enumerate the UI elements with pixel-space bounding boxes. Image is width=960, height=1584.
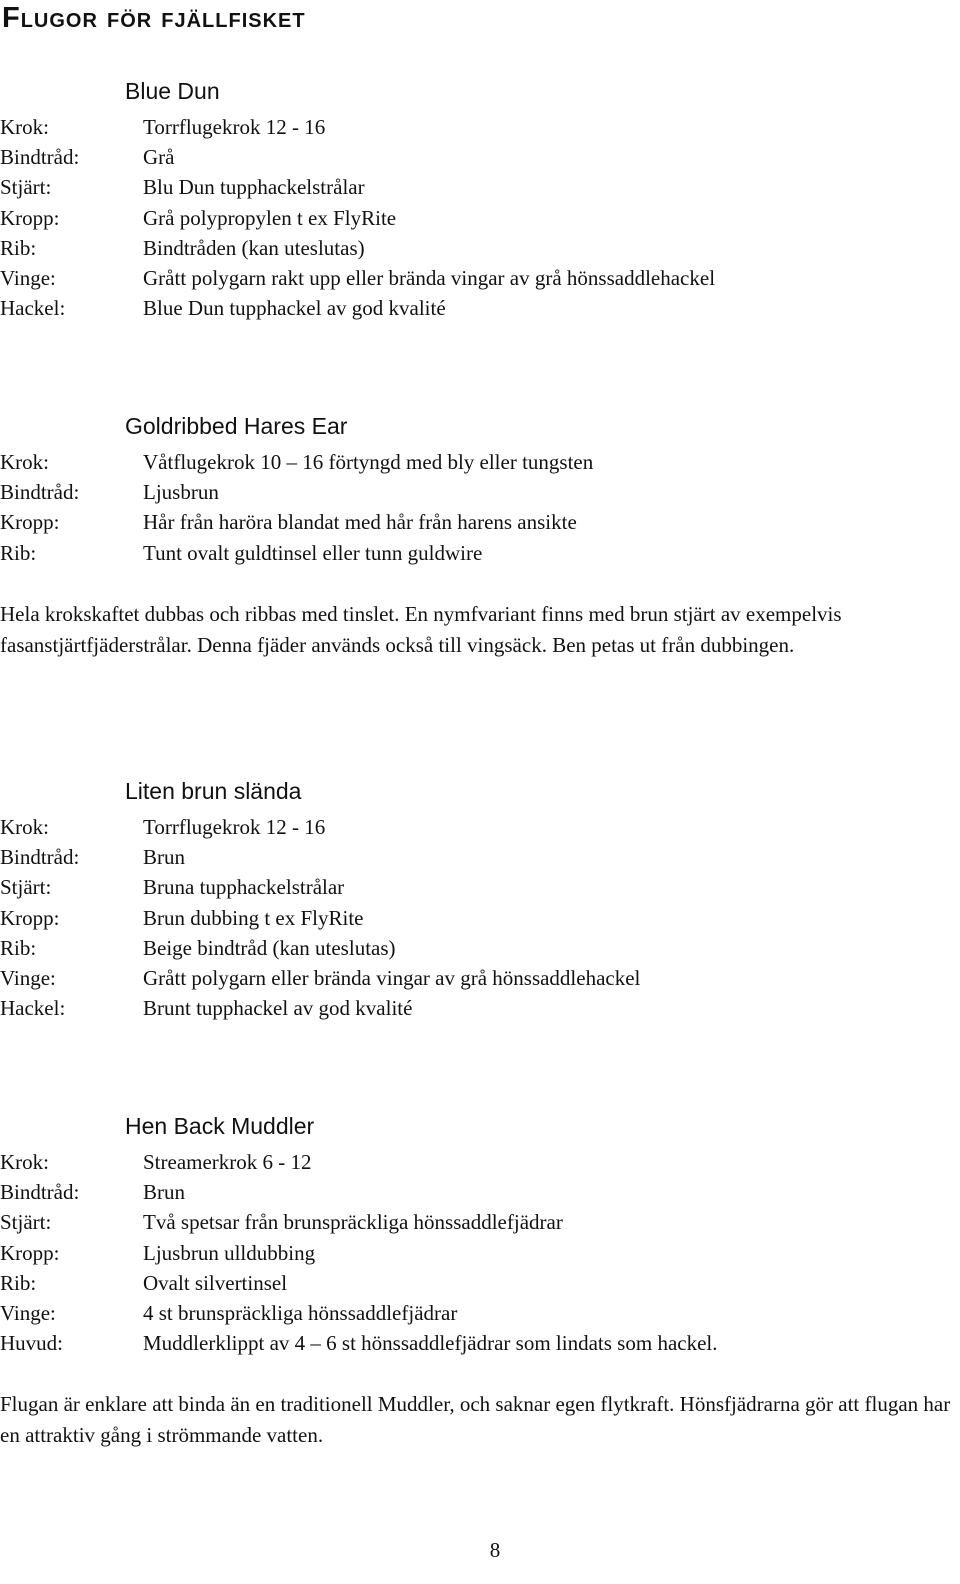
spec-label: Rib:: [0, 235, 37, 260]
spec-label: Kropp:: [0, 510, 60, 535]
spec-row: [0, 812, 960, 842]
spec-label: Stjärt:: [0, 875, 52, 900]
spec-label: Huvud:: [0, 1331, 63, 1356]
spec-row: [0, 1147, 960, 1177]
fly-name: Blue Dun: [125, 78, 220, 104]
spec-value: Grått polygarn rakt upp eller brända vingar av grå hönssaddlehackel: [143, 265, 716, 290]
spec-row: [0, 233, 960, 263]
spec-label: Rib:: [0, 540, 37, 565]
spec-row: [0, 1177, 960, 1207]
fly-note: Flugan är enklare att binda än en traditionell Muddler, och saknar egen flytkraft. Hönsfjädrarna gör att flugan har en attraktiv gång i strömmande vatten.: [0, 1392, 951, 1447]
spec-row: [0, 172, 960, 202]
spec-row: [0, 507, 960, 537]
fly-name: Liten brun slända: [125, 778, 302, 804]
spec-value: Våtflugekrok 10 – 16 förtyngd med bly eller tungsten: [143, 450, 594, 474]
spec-label: Bindtråd:: [0, 1180, 80, 1205]
spec-row: [0, 903, 960, 933]
spec-label: Krok:: [0, 115, 49, 139]
spec-label: Stjärt:: [0, 175, 52, 200]
spec-label: Vinge:: [0, 965, 56, 990]
spec-label: Vinge:: [0, 1300, 56, 1325]
fly-name: Goldribbed Hares Ear: [125, 413, 348, 439]
spec-label: Stjärt:: [0, 1210, 52, 1235]
spec-label: Krok:: [0, 815, 49, 839]
page-number: 8: [489, 1538, 501, 1562]
spec-row: [0, 963, 960, 993]
spec-row: [0, 933, 960, 963]
spec-value: Ljusbrun: [143, 480, 219, 505]
spec-value: Brun: [143, 1180, 185, 1205]
spec-row: [0, 993, 960, 1023]
spec-value: Blue Dun tupphackel av god kvalité: [143, 296, 446, 321]
spec-row: [0, 203, 960, 233]
spec-value: Blu Dun tupphackelstrålar: [143, 175, 365, 200]
spec-label: Rib:: [0, 1270, 37, 1295]
spec-value: Torrflugekrok 12 - 16: [143, 115, 326, 139]
spec-row: [0, 112, 960, 142]
spec-value: Tunt ovalt guldtinsel eller tunn guldwire: [143, 540, 483, 565]
spec-row: [0, 1207, 960, 1237]
spec-row: [0, 872, 960, 902]
spec-row: [0, 1298, 960, 1328]
spec-value: Grått polygarn eller brända vingar av grå hönssaddlehackel: [143, 965, 641, 990]
spec-label: Bindtråd:: [0, 145, 80, 170]
spec-label: Kropp:: [0, 905, 60, 930]
spec-label: Krok:: [0, 450, 49, 474]
spec-value: Ovalt silvertinsel: [143, 1270, 288, 1295]
spec-list: [0, 112, 960, 323]
spec-list: [0, 447, 960, 568]
spec-value: Brun: [143, 845, 185, 870]
spec-label: Vinge:: [0, 265, 56, 290]
spec-label: Bindtråd:: [0, 480, 80, 505]
spec-row: [0, 842, 960, 872]
spec-value: Brun dubbing t ex FlyRite: [143, 905, 364, 930]
fly-note: Hela krokskaftet dubbas och ribbas med tinslet. En nymfvariant finns med brun stjärt av exempelvis fasanstjärtfjäderstrålar. Denna fjäder används också till vingsäck. Ben petas ut från dubbingen.: [0, 602, 842, 657]
spec-value: Streamerkrok 6 - 12: [143, 1150, 312, 1174]
spec-row: [0, 293, 960, 323]
spec-value: Bindtråden (kan uteslutas): [143, 235, 365, 260]
spec-value: Hår från haröra blandat med hår från harens ansikte: [143, 510, 577, 535]
document-title: Flugor för fjällfisket: [2, 2, 306, 34]
spec-list: [0, 812, 960, 1023]
spec-row: [0, 1268, 960, 1298]
spec-value: Ljusbrun ulldubbing: [143, 1240, 316, 1265]
spec-value: Muddlerklippt av 4 – 6 st hönssaddlefjädrar som lindats som hackel.: [143, 1331, 718, 1356]
spec-row: [0, 263, 960, 293]
spec-value: 4 st brunspräckliga hönssaddlefjädrar: [143, 1300, 458, 1325]
spec-value: Bruna tupphackelstrålar: [143, 875, 345, 900]
spec-label: Hackel:: [0, 996, 66, 1021]
spec-value: Grå polypropylen t ex FlyRite: [143, 205, 397, 230]
spec-row: [0, 447, 960, 477]
spec-row: [0, 538, 960, 568]
spec-label: Hackel:: [0, 296, 66, 321]
spec-value: Brunt tupphackel av god kvalité: [143, 996, 413, 1021]
spec-row: [0, 142, 960, 172]
spec-label: Krok:: [0, 1150, 49, 1174]
spec-label: Kropp:: [0, 1240, 60, 1265]
spec-label: Bindtråd:: [0, 845, 80, 870]
spec-value: Två spetsar från brunspräckliga hönssaddlefjädrar: [143, 1210, 563, 1235]
spec-value: Beige bindtråd (kan uteslutas): [143, 935, 396, 960]
spec-row: [0, 1238, 960, 1268]
spec-value: Grå: [143, 145, 175, 170]
spec-label: Rib:: [0, 935, 37, 960]
spec-row: [0, 1328, 960, 1358]
spec-row: [0, 477, 960, 507]
spec-value: Torrflugekrok 12 - 16: [143, 815, 326, 839]
spec-label: Kropp:: [0, 205, 60, 230]
spec-list: [0, 1147, 960, 1358]
fly-name: Hen Back Muddler: [125, 1113, 315, 1139]
